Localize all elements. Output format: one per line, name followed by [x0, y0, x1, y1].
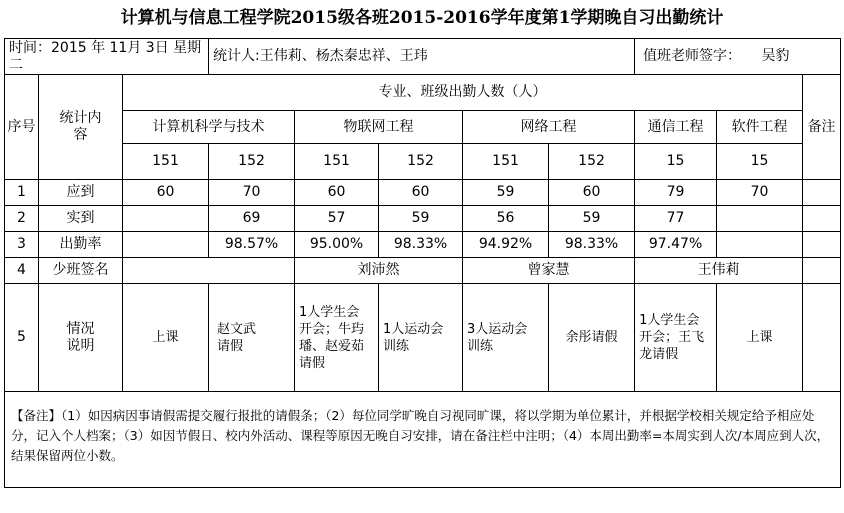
seq-header: 序号: [5, 75, 39, 180]
data-cell: 97.47%: [635, 232, 717, 258]
data-cell: 69: [209, 206, 295, 232]
signature-cell: [123, 258, 295, 284]
situation-cell: 上课: [123, 284, 209, 392]
data-cell: 59: [549, 206, 635, 232]
major-header: 软件工程: [717, 111, 803, 144]
table-row-rate: [5, 232, 841, 258]
row-number: 3: [5, 232, 39, 258]
table-row-expected: [5, 180, 841, 206]
row-number: 1: [5, 180, 39, 206]
data-cell: 77: [635, 206, 717, 232]
row-label: 实到: [39, 206, 123, 232]
data-cell: [717, 206, 803, 232]
data-cell: 94.92%: [463, 232, 549, 258]
signature-cell: 王伟莉: [635, 258, 803, 284]
data-cell: 98.33%: [549, 232, 635, 258]
row-number: 4: [5, 258, 39, 284]
data-cell: 60: [295, 180, 379, 206]
class-header: 151: [123, 144, 209, 180]
teacher-label: 值班老师签字：: [643, 48, 742, 64]
page-title: 计算机与信息工程学院2015级各班2015-2016学年度第1学期晚自习出勤统计: [120, 8, 724, 28]
row-label: 少班签名: [39, 258, 123, 284]
class-header: 152: [549, 144, 635, 180]
major-header: 物联网工程: [295, 111, 463, 144]
row-number: 5: [5, 284, 39, 392]
remark-cell: [803, 180, 841, 206]
header-row-group: [5, 75, 841, 111]
data-cell: 98.33%: [379, 232, 463, 258]
situation-cell: 3人运动会训练: [463, 284, 549, 392]
data-cell: 57: [295, 206, 379, 232]
row-label: 情况说明: [39, 284, 123, 392]
row-label: 应到: [39, 180, 123, 206]
data-cell: [123, 206, 209, 232]
info-row: [5, 39, 841, 75]
situation-cell: 余彤请假: [549, 284, 635, 392]
data-cell: 56: [463, 206, 549, 232]
table-row-monitor-signatures: [5, 258, 841, 284]
data-cell: 70: [717, 180, 803, 206]
attendance-sheet: [4, 38, 840, 488]
data-cell: 95.00%: [295, 232, 379, 258]
header-row-majors: [5, 111, 841, 144]
major-header: 通信工程: [635, 111, 717, 144]
table-row-actual: [5, 206, 841, 232]
stat-content-header: 统计内容: [39, 75, 123, 180]
note-text: 【备注】（1）如因病因事请假需提交履行报批的请假条；（2）每位同学旷晚自习视同旷课，将以学期为单位累计，并根据学校相关规定给予相应处分，记入个人档案；（3）如因节假日、校内外活动、课程等原因无晚自习安排，请在备注栏中注明；（4）本周出勤率=本周实到人次/本周应到人次，结果保留两位小数。: [5, 392, 841, 488]
header-row-classes: [5, 144, 841, 180]
remark-cell: [803, 258, 841, 284]
situation-cell: 1人学生会开会；牛玙璠、赵爱茹请假: [295, 284, 379, 392]
class-header: 15: [717, 144, 803, 180]
attendance-table: [4, 38, 841, 488]
data-cell: [123, 232, 209, 258]
row-number: 2: [5, 206, 39, 232]
remark-cell: [803, 232, 841, 258]
situation-cell: 赵文武请假: [209, 284, 295, 392]
time-cell: 时间：2015 年 11月 3日 星期 二: [5, 39, 209, 75]
group-header: 专业、班级出勤人数（人）: [123, 75, 803, 111]
situation-cell: 1人运动会训练: [379, 284, 463, 392]
data-cell: 70: [209, 180, 295, 206]
major-header: 计算机科学与技术: [123, 111, 295, 144]
class-header: 151: [295, 144, 379, 180]
class-header: 151: [463, 144, 549, 180]
signature-cell: 曾家慧: [463, 258, 635, 284]
table-row-situation: [5, 284, 841, 392]
row-label: 出勤率: [39, 232, 123, 258]
signature-cell: 刘沛然: [295, 258, 463, 284]
data-cell: 98.57%: [209, 232, 295, 258]
data-cell: 59: [463, 180, 549, 206]
note-row: [5, 392, 841, 488]
counters-cell: 统计人:王伟莉、杨杰秦忠祥、王玮: [209, 39, 635, 75]
remark-header: 备注: [803, 75, 841, 180]
data-cell: 79: [635, 180, 717, 206]
remark-cell: [803, 284, 841, 392]
data-cell: [717, 232, 803, 258]
class-header: 15: [635, 144, 717, 180]
data-cell: 59: [379, 206, 463, 232]
teacher-name: 吴豹: [761, 48, 790, 64]
situation-cell: 1人学生会开会；王飞龙请假: [635, 284, 717, 392]
data-cell: 60: [123, 180, 209, 206]
situation-cell: 上课: [717, 284, 803, 392]
data-cell: 60: [549, 180, 635, 206]
class-header: 152: [209, 144, 295, 180]
major-header: 网络工程: [463, 111, 635, 144]
data-cell: 60: [379, 180, 463, 206]
teacher-signature-cell: [635, 39, 841, 75]
remark-cell: [803, 206, 841, 232]
class-header: 152: [379, 144, 463, 180]
